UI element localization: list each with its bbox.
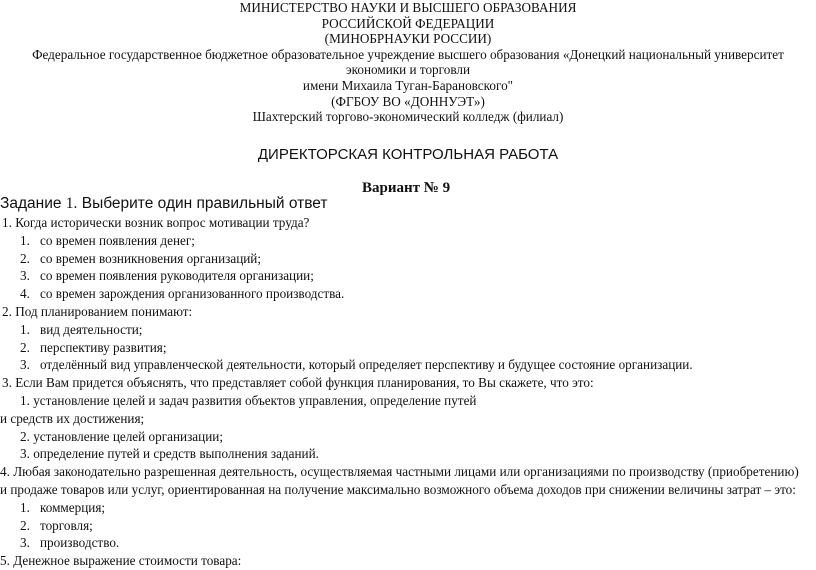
question-4-line-1: 4. Любая законодательно разрешенная деятельность, осуществляемая частными лицами или организациями по производству (приобретению)	[0, 464, 799, 480]
page-title: ДИРЕКТОРСКАЯ КОНТРОЛЬНАЯ РАБОТА	[257, 145, 559, 163]
q1-option-1	[0, 232, 816, 250]
header-ministry: МИНИСТЕРСТВО НАУКИ И ВЫСШЕГО ОБРАЗОВАНИЯ	[239, 0, 577, 15]
option-text: со времен появления руководителя организации;	[40, 268, 314, 284]
document-header	[0, 0, 816, 125]
task-label: Задание	[0, 195, 66, 212]
q4-option-1	[0, 499, 816, 517]
option-text: вид деятельности;	[40, 321, 143, 337]
header-institution-cont: экономики и торговли	[345, 62, 471, 78]
question-4-line-2: и продаже товаров или услуг, ориентированная на получение максимально возможного объема доходов при снижении величины затрат – это:	[0, 481, 796, 497]
q4-option-2	[0, 517, 816, 535]
header-college: Шахтерский торгово-экономический колледж (филиал)	[252, 109, 564, 125]
option-number: 2.	[20, 517, 30, 533]
task-number: 1.	[65, 195, 78, 212]
task-heading	[0, 195, 327, 213]
header-short-name: (ФГБОУ ВО «ДОННУЭТ»)	[331, 93, 485, 109]
option-number: 3.	[20, 357, 30, 373]
header-institution: Федеральное государственное бюджетное образовательное учреждение высшего образования «Донецкий национальный университет	[32, 46, 784, 62]
option-number: 3.	[20, 268, 30, 284]
q1-option-2	[0, 250, 816, 268]
question-3: 3. Если Вам придется объяснять, что представляет собой функция планирования, то Вы скажете, что это:	[2, 375, 594, 391]
option-number: 1.	[20, 499, 30, 515]
option-number: 1.	[20, 321, 30, 337]
option-text: коммерция;	[40, 499, 106, 515]
option-number: 3.	[20, 535, 30, 551]
q2-option-1	[0, 321, 816, 339]
q1-option-3	[0, 267, 816, 285]
variant-label: Вариант № 9	[362, 180, 451, 196]
header-abbrev: (МИНОБРНАУКИ РОССИИ)	[324, 31, 492, 47]
option-number: 2.	[20, 339, 30, 355]
option-text: торговля;	[40, 517, 93, 533]
q1-option-4	[0, 285, 816, 303]
q3-option-1: 1. установление целей и задач развития объектов управления, определение путей	[20, 392, 477, 408]
option-number: 2.	[20, 250, 30, 266]
option-number: 4.	[20, 286, 30, 302]
option-text: со времен появления денег;	[40, 232, 195, 248]
task-text: Выберите один правильный ответ	[77, 195, 328, 212]
header-named-after: имени Михаила Туган-Барановского"	[302, 77, 514, 93]
q3-option-1-continued: и средств их достижения;	[0, 410, 145, 426]
header-federation: РОССИЙСКОЙ ФЕДЕРАЦИИ	[321, 15, 495, 31]
question-2: 2. Под планированием понимают:	[2, 303, 193, 319]
option-text: перспективу развития;	[40, 339, 167, 355]
q4-option-3	[0, 534, 816, 552]
option-text: производство.	[40, 535, 120, 551]
question-5: 5. Денежное выражение стоимости товара:	[0, 553, 242, 569]
q3-option-3: 3. определение путей и средств выполнения заданий.	[20, 446, 319, 462]
option-text: отделённый вид управленческой деятельности, который определяет перспективу и будущее состояние организации.	[40, 357, 693, 373]
question-1: 1. Когда исторически возник вопрос мотивации труда?	[2, 215, 310, 230]
option-text: со времен возникновения организаций;	[40, 250, 262, 266]
q2-option-3	[0, 356, 816, 374]
q3-option-2: 2. установление целей организации;	[20, 428, 223, 444]
q2-option-2	[0, 339, 816, 357]
option-text: со времен зарождения организованного производства.	[40, 286, 345, 302]
questions-list	[0, 214, 816, 570]
option-number: 1.	[20, 232, 30, 248]
